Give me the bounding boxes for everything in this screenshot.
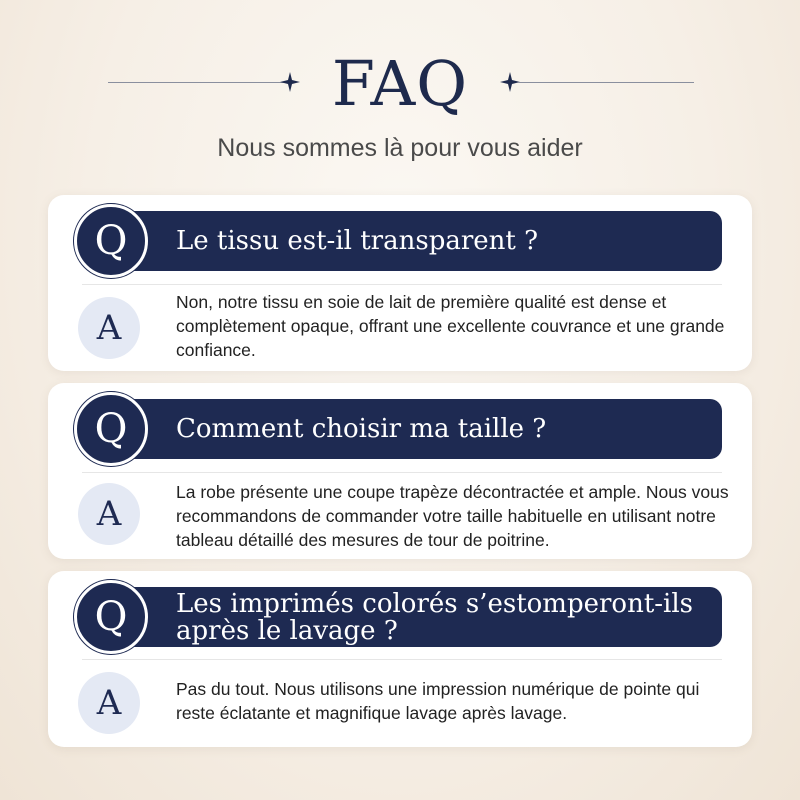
page-subtitle: Nous sommes là pour vous aider	[217, 134, 583, 162]
card-divider	[82, 284, 722, 285]
answer-badge: A	[78, 297, 140, 359]
question-badge: Q	[74, 204, 148, 278]
answer-badge: A	[78, 672, 140, 734]
sparkle-icon	[500, 72, 520, 92]
faq-header	[0, 48, 800, 128]
question-text: Les imprimés colorés s’estomperont-ils après le lavage ?	[176, 589, 694, 646]
answer-text: La robe présente une coupe trapèze décontractée et ample. Nous vous recommandons de commander votre taille habituelle en utilisant notre tableau détaillé des mesures de tour de poitrine.	[176, 482, 729, 550]
question-text: Le tissu est-il transparent ?	[176, 226, 539, 256]
question-text: Comment choisir ma taille ?	[176, 414, 547, 444]
card-divider	[82, 659, 722, 660]
card-divider	[82, 472, 722, 473]
answer-text: Pas du tout. Nous utilisons une impression numérique de pointe qui reste éclatante et magnifique lavage après lavage.	[176, 679, 700, 723]
page-title: FAQ	[331, 47, 469, 120]
question-badge: Q	[74, 392, 148, 466]
question-badge: Q	[74, 580, 148, 654]
answer-text: Non, notre tissu en soie de lait de première qualité est dense et complètement opaque, offrant une excellente couvrance et une grande confiance.	[176, 292, 725, 360]
answer-badge: A	[78, 483, 140, 545]
header-rule-right	[518, 82, 694, 83]
